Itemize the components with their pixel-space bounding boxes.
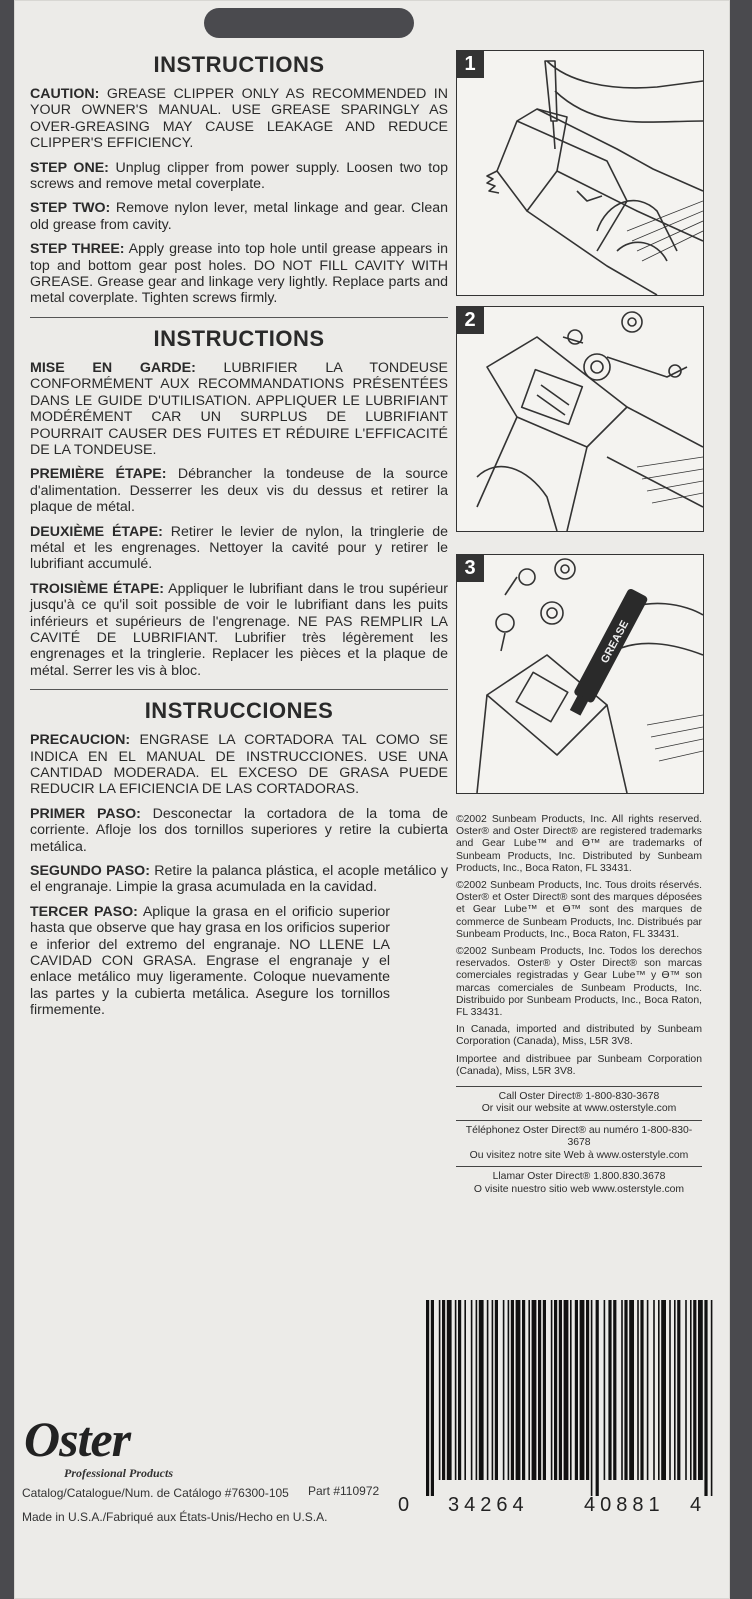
illustration-panel-1: [456, 50, 704, 296]
oster-logo: Oster: [24, 1411, 131, 1467]
french-step-one-label: PREMIÈRE ÉTAPE:: [30, 466, 167, 483]
barcode-bar: [426, 1300, 429, 1496]
barcode-bar: [698, 1300, 703, 1480]
panel-number-1: 1: [456, 50, 484, 78]
barcode-bar: [690, 1300, 692, 1480]
upc-barcode: [420, 1300, 720, 1500]
barcode-bar: [640, 1300, 643, 1480]
spanish-caution-text: ENGRASE LA CORTADORA TAL COMO SE INDICA EN EL MANUAL DE INSTRUCCIONES. USE UNA CANTIDAD MODERADA. EL EXCESO DE GRASA PUEDE REDUCIR LA EFICIENCIA DE LAS CORTADORAS.: [30, 732, 448, 798]
french-step-two-text: Retirer le levier de nylon, la tringlerie de métal et les engrenages. Nettoyer la cavité pour y retirer le lubrifiant accumulé.: [30, 523, 448, 573]
barcode-bar: [637, 1300, 639, 1480]
barcode-bar: [575, 1300, 578, 1480]
hang-hole: [204, 8, 414, 38]
spanish-caution: [30, 732, 448, 798]
contact-french-web: Ou visitez notre site Web à www.osterstyle.com: [469, 1149, 689, 1161]
barcode-bar: [624, 1300, 627, 1480]
spanish-step-one-text: Desconectar la cortadora de la toma de corriente. Afloje los dos tornillos superiores y retire la cubierta metálica.: [30, 805, 448, 855]
english-step-two-label: STEP TWO:: [30, 200, 111, 217]
barcode-bar: [538, 1300, 541, 1480]
barcode-bar: [685, 1300, 687, 1480]
contact-english: [456, 1086, 702, 1121]
illustration-panel-2: [456, 306, 704, 532]
contact-english-phone: Call Oster Direct® 1-800-830-3678: [498, 1091, 660, 1103]
barcode-bar: [608, 1300, 611, 1480]
contact-french: [456, 1121, 702, 1167]
instructions-column: [30, 52, 448, 1027]
spanish-caution-label: PRECAUCION:: [30, 732, 131, 749]
legal-column: [456, 814, 702, 1200]
spanish-step-two-text: Retire la palanca plástica, el acople metálico y el engranaje. Limpie la grasa acumulada en la cavidad.: [30, 863, 448, 896]
barcode-bar: [455, 1300, 457, 1480]
barcode-left-digit: 0: [398, 1494, 410, 1516]
french-step-one-text: Débrancher la tondeuse de la source d'alimentation. Desserrer les deux vis du dessus et retirer la plaque de métal.: [30, 466, 448, 516]
part-number: Part #110972: [308, 1484, 380, 1498]
barcode-bar: [495, 1300, 498, 1480]
section-divider: [30, 689, 448, 690]
barcode-bar: [551, 1300, 553, 1480]
contact-spanish-phone: Llamar Oster Direct® 1.800.830.3678: [492, 1171, 666, 1183]
french-step-two-label: DEUXIÈME ÉTAPE:: [30, 523, 163, 540]
english-caution: [30, 86, 448, 152]
french-step-three: [30, 581, 448, 679]
barcode-bar: [492, 1300, 494, 1480]
french-step-one: [30, 466, 448, 515]
english-step-three: [30, 241, 448, 307]
barcode-bar: [661, 1300, 666, 1480]
spanish-step-one-label: PRIMER PASO:: [30, 805, 141, 822]
barcode-bar: [674, 1300, 676, 1480]
spanish-step-three-text: Aplique la grasa en el orificio superior hasta que observe que hay grasa en los orificios superior e inferior del extremo del engranaje. NO LLENE LA CAVIDAD CON GRASA. Engrase el engranaje y el enlace metálico muy ligeramente. Coloque nuevamente las partes y la cubierta metálica. Asegure los tornillos firmemente.: [30, 903, 390, 1019]
barcode-bar: [554, 1300, 557, 1480]
barcode-bar: [559, 1300, 562, 1480]
legal-english: ©2002 Sunbeam Products, Inc. All rights reserved. Oster® and Oster Direct® are registered trademarks and Gear Lube™ and ϴ™ are trademarks of Sunbeam Products, Inc. Distributed by Sunbeam Products, Inc., Boca Raton, FL 33431.: [456, 814, 702, 874]
barcode-bar: [580, 1300, 585, 1480]
barcode-bar: [613, 1300, 616, 1480]
barcode-bar: [522, 1300, 525, 1480]
spanish-step-one: [30, 806, 448, 855]
spanish-section: [30, 698, 448, 1019]
oster-tagline: Professional Products: [64, 1466, 174, 1480]
legal-spanish: ©2002 Sunbeam Products, Inc. Todos los derechos reservados. Oster® y Oster Direct® son marcas comerciales registradas y Gear Lube™ y ϴ™ son marcas comerciales de Sunbeam Products, Inc. Distribuido por Sunbeam Products, Inc., Boca Raton, FL 33431.: [456, 946, 702, 1019]
barcode-bar: [564, 1300, 569, 1480]
legal-canada-english: In Canada, imported and distributed by Sunbeam Corporation (Canada), Miss, L5R 3V8.: [456, 1024, 702, 1048]
english-step-one-text: Unplug clipper from power supply. Loosen two top screws and remove metal coverplate.: [30, 159, 448, 193]
french-step-three-label: TROISIÈME ÉTAPE:: [30, 580, 164, 597]
barcode-bar: [647, 1300, 649, 1480]
barcode-bar: [629, 1300, 634, 1480]
barcode-bar: [464, 1300, 466, 1480]
barcode-bar: [447, 1300, 452, 1480]
barcode-bar: [591, 1300, 593, 1496]
french-caution-label: MISE EN GARDE:: [30, 359, 196, 376]
english-step-three-text: Apply grease into top hole until grease appears in top and bottom gear post holes. DO NOT FILL CAVITY WITH GREASE. Grease gear and linkage very lightly. Replace parts and metal coverplate. Tighten screws firmly.: [30, 241, 448, 307]
barcode-bar: [704, 1300, 707, 1496]
barcode-bar: [658, 1300, 660, 1480]
legal-french: ©2002 Sunbeam Products, Inc. Tous droits réservés. Oster® et Oster Direct® sont des marques déposées et Gear Lube™ et ϴ™ sont des marques de commerce de Sunbeam Products, Inc. Distribués par Sunbeam Products, Inc., Boca Raton, FL 33431.: [456, 880, 702, 940]
spanish-step-two-label: SEGUNDO PASO:: [30, 863, 150, 880]
barcode-bar: [476, 1300, 478, 1480]
clipper-grease-illustration: [457, 555, 703, 793]
french-section: [30, 326, 448, 679]
barcode-bar: [503, 1300, 505, 1480]
barcode-bar: [516, 1300, 521, 1480]
barcode-bar: [508, 1300, 510, 1480]
english-caution-text: GREASE CLIPPER ONLY AS RECOMMENDED IN YOUR OWNER'S MANUAL. USE GREASE SPARINGLY AS OVER-GREASING MAY CAUSE LEAKAGE AND REDUCE CLIPPER'S EFFICIENCY.: [30, 86, 448, 152]
barcode-bar: [621, 1300, 623, 1480]
barcode-bar: [604, 1300, 606, 1480]
section-divider: [30, 317, 448, 318]
barcode-bar: [543, 1300, 546, 1480]
english-step-three-label: STEP THREE:: [30, 241, 125, 258]
grease-tube-label: GREASE: [598, 618, 632, 666]
illustration-panel-3: [456, 554, 704, 794]
french-caution-text: LUBRIFIER LA TONDEUSE CONFORMÉMENT AUX RECOMMANDATIONS PRÉSENTÉES DANS LE GUIDE D'UTILISATION. APPLIQUER LE LUBRIFIANT MODÉRÉMENT CAR UN SURPLUS DE LUBRIFIANT POURRAIT CAUSER DES FUITES ET RÉDUIRE L'EFFICACITÉ DE LA TONDEUSE.: [30, 359, 448, 458]
barcode-bar: [669, 1300, 671, 1480]
barcode-bar: [570, 1300, 572, 1480]
english-step-two-text: Remove nylon lever, metal linkage and gear. Clean old grease from cavity.: [30, 200, 448, 233]
barcode-bar: [532, 1300, 537, 1480]
catalog-number: Catalog/Catalogue/Num. de Catálogo #76300-105: [22, 1486, 289, 1500]
panel-number-3: 3: [456, 554, 484, 582]
english-step-two: [30, 200, 448, 233]
barcode-bar: [471, 1300, 473, 1480]
spanish-title: INSTRUCCIONES: [144, 698, 334, 724]
french-step-two: [30, 524, 448, 573]
clipper-parts-illustration: [457, 307, 703, 531]
barcode-bar: [653, 1300, 655, 1480]
barcode-bar: [458, 1300, 461, 1480]
english-step-one-label: STEP ONE:: [30, 159, 109, 176]
barcode-bar: [431, 1300, 434, 1496]
barcode-bar: [693, 1300, 696, 1480]
english-title: INSTRUCTIONS: [153, 52, 325, 77]
clipper-screwdriver-illustration: [457, 51, 703, 295]
spanish-step-two: [30, 863, 448, 896]
panel-number-2: 2: [456, 306, 484, 334]
contact-french-phone: Téléphonez Oster Direct® au numéro 1-800-830-3678: [465, 1124, 693, 1149]
english-caution-label: CAUTION:: [30, 86, 100, 102]
barcode-check-digit: 4: [690, 1494, 702, 1516]
barcode-group-2: 40881: [584, 1494, 665, 1516]
barcode-bar: [479, 1300, 484, 1480]
spanish-step-three-label: TERCER PASO:: [30, 903, 138, 920]
french-title: INSTRUCTIONS: [153, 325, 325, 351]
barcode-bar: [442, 1300, 445, 1480]
barcode-bar: [586, 1300, 589, 1480]
barcode-bar: [677, 1300, 680, 1480]
french-step-three-text: Appliquer le lubrifiant dans le trou supérieur jusqu'à ce qu'il soit possible de voir le lubrifiant dans les puits inférieurs et supérieurs de l'engrenage. NE PAS REMPLIR LA CAVITÉ DE LUBRIFIANT. Lubrifier très légèrement les engrenages et la tringlerie. Replacer les pièces et la plaque de métal. Serrer les vis à bloc.: [30, 580, 448, 679]
barcode-bar: [711, 1300, 713, 1496]
english-step-one: [30, 160, 448, 193]
english-section: [30, 52, 448, 307]
contact-spanish: [456, 1167, 702, 1200]
spanish-step-three: [30, 904, 390, 1019]
barcode-bar: [511, 1300, 514, 1480]
barcode-bar: [528, 1300, 530, 1480]
barcode-bar: [596, 1300, 599, 1496]
barcode-bar: [439, 1300, 441, 1480]
barcode-bar: [487, 1300, 489, 1480]
contact-spanish-web: O visite nuestro sitio web www.osterstyle.com: [473, 1183, 685, 1195]
legal-canada-french: Importee and distribuee par Sunbeam Corporation (Canada), Miss, L5R 3V8.: [456, 1053, 702, 1077]
made-in-label: Made in U.S.A./Fabriqué aux États-Unis/Hecho en U.S.A.: [22, 1510, 328, 1524]
barcode-group-1: 34264: [448, 1494, 529, 1516]
french-caution: [30, 360, 448, 458]
contact-english-web: Or visit our website at www.osterstyle.com: [481, 1103, 677, 1115]
